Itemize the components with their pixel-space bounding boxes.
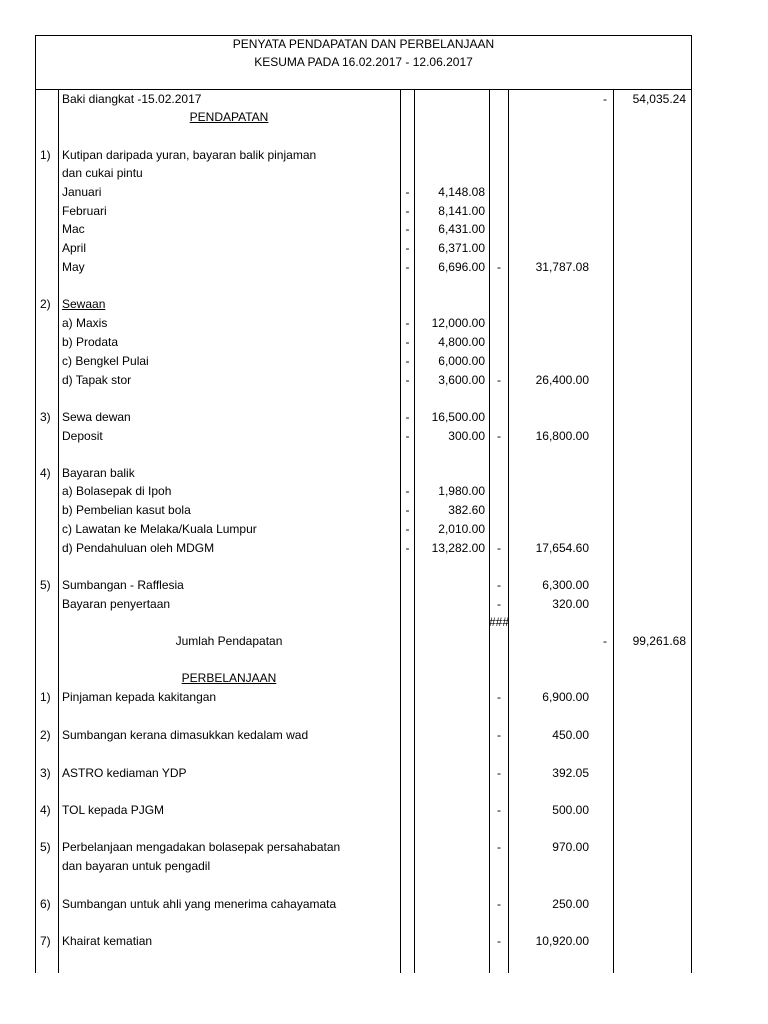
- amount-value: 2,010.00: [438, 522, 485, 536]
- amount-value: 13,282.00: [431, 541, 485, 555]
- item-description: April: [62, 241, 87, 255]
- dash-marker: -: [405, 541, 410, 555]
- dash-marker: -: [405, 354, 410, 368]
- item-number: 7): [40, 934, 51, 948]
- dash-marker: -: [405, 410, 410, 424]
- amount-value: 382.60: [448, 503, 485, 517]
- dash-marker: -: [405, 429, 410, 443]
- item-number: 3): [40, 766, 51, 780]
- dash-marker: -: [497, 728, 501, 742]
- subtotal-value: 17,654.60: [535, 541, 589, 555]
- item-number: 2): [40, 297, 51, 311]
- dash-marker: -: [497, 840, 501, 854]
- section-heading: PENDAPATAN: [189, 110, 269, 124]
- item-description: Khairat kematian: [62, 934, 153, 948]
- amount-value: 8,141.00: [438, 204, 485, 218]
- column-divider: [613, 89, 614, 973]
- item-description: Bayaran balik: [62, 466, 135, 480]
- item-number: 5): [40, 578, 51, 592]
- dash-marker: -: [405, 316, 410, 330]
- item-description: d) Pendahuluan oleh MDGM: [62, 541, 215, 555]
- statement-period: KESUMA PADA 16.02.2017 - 12.06.2017: [254, 55, 473, 69]
- item-description: ASTRO kediaman YDP: [62, 766, 187, 780]
- amount-value: 1,980.00: [438, 484, 485, 498]
- subtotal-value: 250.00: [552, 897, 589, 911]
- item-description: c) Lawatan ke Melaka/Kuala Lumpur: [62, 522, 257, 536]
- dash-marker: -: [405, 484, 410, 498]
- dash-marker: -: [405, 522, 410, 536]
- item-description: Sumbangan kerana dimasukkan kedalam wad: [62, 728, 309, 742]
- statement-title: PENYATA PENDAPATAN DAN PERBELANJAAN: [232, 37, 495, 51]
- item-description: a) Maxis: [62, 316, 108, 330]
- item-description: Bayaran penyertaan: [62, 597, 171, 611]
- dash-marker: -: [497, 803, 501, 817]
- item-description: dan bayaran untuk pengadil: [62, 859, 211, 873]
- item-number: 1): [40, 690, 51, 704]
- item-description: Sewa dewan: [62, 410, 131, 424]
- dash-marker: -: [497, 597, 501, 611]
- dash-marker: -: [497, 373, 501, 387]
- dash-marker: -: [405, 503, 410, 517]
- column-divider: [58, 89, 59, 973]
- dash-marker: -: [497, 934, 501, 948]
- total-value: 54,035.24: [632, 92, 686, 106]
- dash-marker: -: [497, 429, 501, 443]
- dash-marker: -: [405, 260, 410, 274]
- subtotal-value: 6,300.00: [542, 578, 589, 592]
- item-description: Sewaan: [62, 297, 106, 311]
- item-description: Deposit: [62, 429, 103, 443]
- item-description: Baki diangkat -15.02.2017: [62, 92, 202, 106]
- subtotal-value: 392.05: [552, 766, 589, 780]
- top-border: [35, 35, 692, 36]
- subtotal-value: 16,800.00: [535, 429, 589, 443]
- amount-value: 300.00: [448, 429, 485, 443]
- item-number: 4): [40, 466, 51, 480]
- left-border: [35, 35, 36, 973]
- item-description: TOL kepada PJGM: [62, 803, 165, 817]
- dash-marker: -: [497, 690, 501, 704]
- subtotal-value: 31,787.08: [535, 260, 589, 274]
- item-number: 5): [40, 840, 51, 854]
- section-heading: PERBELANJAAN: [181, 671, 277, 685]
- item-number: 6): [40, 897, 51, 911]
- subtotal-value: 6,900.00: [542, 690, 589, 704]
- item-description: Perbelanjaan mengadakan bolasepak persahabatan: [62, 840, 341, 854]
- header-bottom-border: [35, 89, 692, 90]
- dash-marker: -: [497, 578, 501, 592]
- subtotal-value: 320.00: [552, 597, 589, 611]
- item-description: b) Pembelian kasut bola: [62, 503, 191, 517]
- item-description: a) Bolasepak di Ipoh: [62, 484, 172, 498]
- total-value: 99,261.68: [632, 634, 686, 648]
- item-description: Januari: [62, 185, 102, 199]
- item-number: 2): [40, 728, 51, 742]
- overflow-marker: ###: [488, 615, 510, 629]
- item-description: Pinjaman kepada kakitangan: [62, 690, 217, 704]
- item-description: Sumbangan untuk ahli yang menerima cahayamata: [62, 897, 337, 911]
- dash-marker: -: [405, 204, 410, 218]
- amount-value: 6,431.00: [438, 222, 485, 236]
- item-number: 4): [40, 803, 51, 817]
- dash-marker: -: [405, 185, 410, 199]
- item-description: May: [62, 260, 85, 274]
- amount-value: 6,371.00: [438, 241, 485, 255]
- item-description: c) Bengkel Pulai: [62, 354, 149, 368]
- amount-value: 16,500.00: [431, 410, 485, 424]
- item-description: Februari: [62, 204, 107, 218]
- item-description: Mac: [62, 222, 85, 236]
- dash-marker: -: [405, 373, 410, 387]
- dash-marker: -: [497, 260, 501, 274]
- amount-value: 4,148.08: [438, 185, 485, 199]
- dash-marker: -: [497, 766, 501, 780]
- subtotal-value: 450.00: [552, 728, 589, 742]
- dash-marker: -: [405, 222, 410, 236]
- right-border: [691, 35, 692, 973]
- total-label: Jumlah Pendapatan: [175, 634, 283, 648]
- item-number: 3): [40, 410, 51, 424]
- subtotal-value: 970.00: [552, 840, 589, 854]
- item-description: Sumbangan - Rafflesia: [62, 578, 184, 592]
- amount-value: 6,000.00: [438, 354, 485, 368]
- item-description: Kutipan daripada yuran, bayaran balik pinjaman: [62, 148, 317, 162]
- item-description: b) Prodata: [62, 335, 119, 349]
- dash-marker: -: [497, 541, 501, 555]
- subtotal-value: 26,400.00: [535, 373, 589, 387]
- subtotal-value: 10,920.00: [535, 934, 589, 948]
- amount-value: 3,600.00: [438, 373, 485, 387]
- dash-marker: -: [497, 897, 501, 911]
- subtotal-value: 500.00: [552, 803, 589, 817]
- amount-value: 4,800.00: [438, 335, 485, 349]
- amount-value: 12,000.00: [431, 316, 485, 330]
- dash-marker: -: [603, 92, 607, 106]
- dash-marker: -: [405, 241, 410, 255]
- amount-value: 6,696.00: [438, 260, 485, 274]
- dash-marker: -: [405, 335, 410, 349]
- item-description: d) Tapak stor: [62, 373, 132, 387]
- item-description: dan cukai pintu: [62, 166, 143, 180]
- item-number: 1): [40, 148, 51, 162]
- dash-marker: -: [603, 634, 607, 648]
